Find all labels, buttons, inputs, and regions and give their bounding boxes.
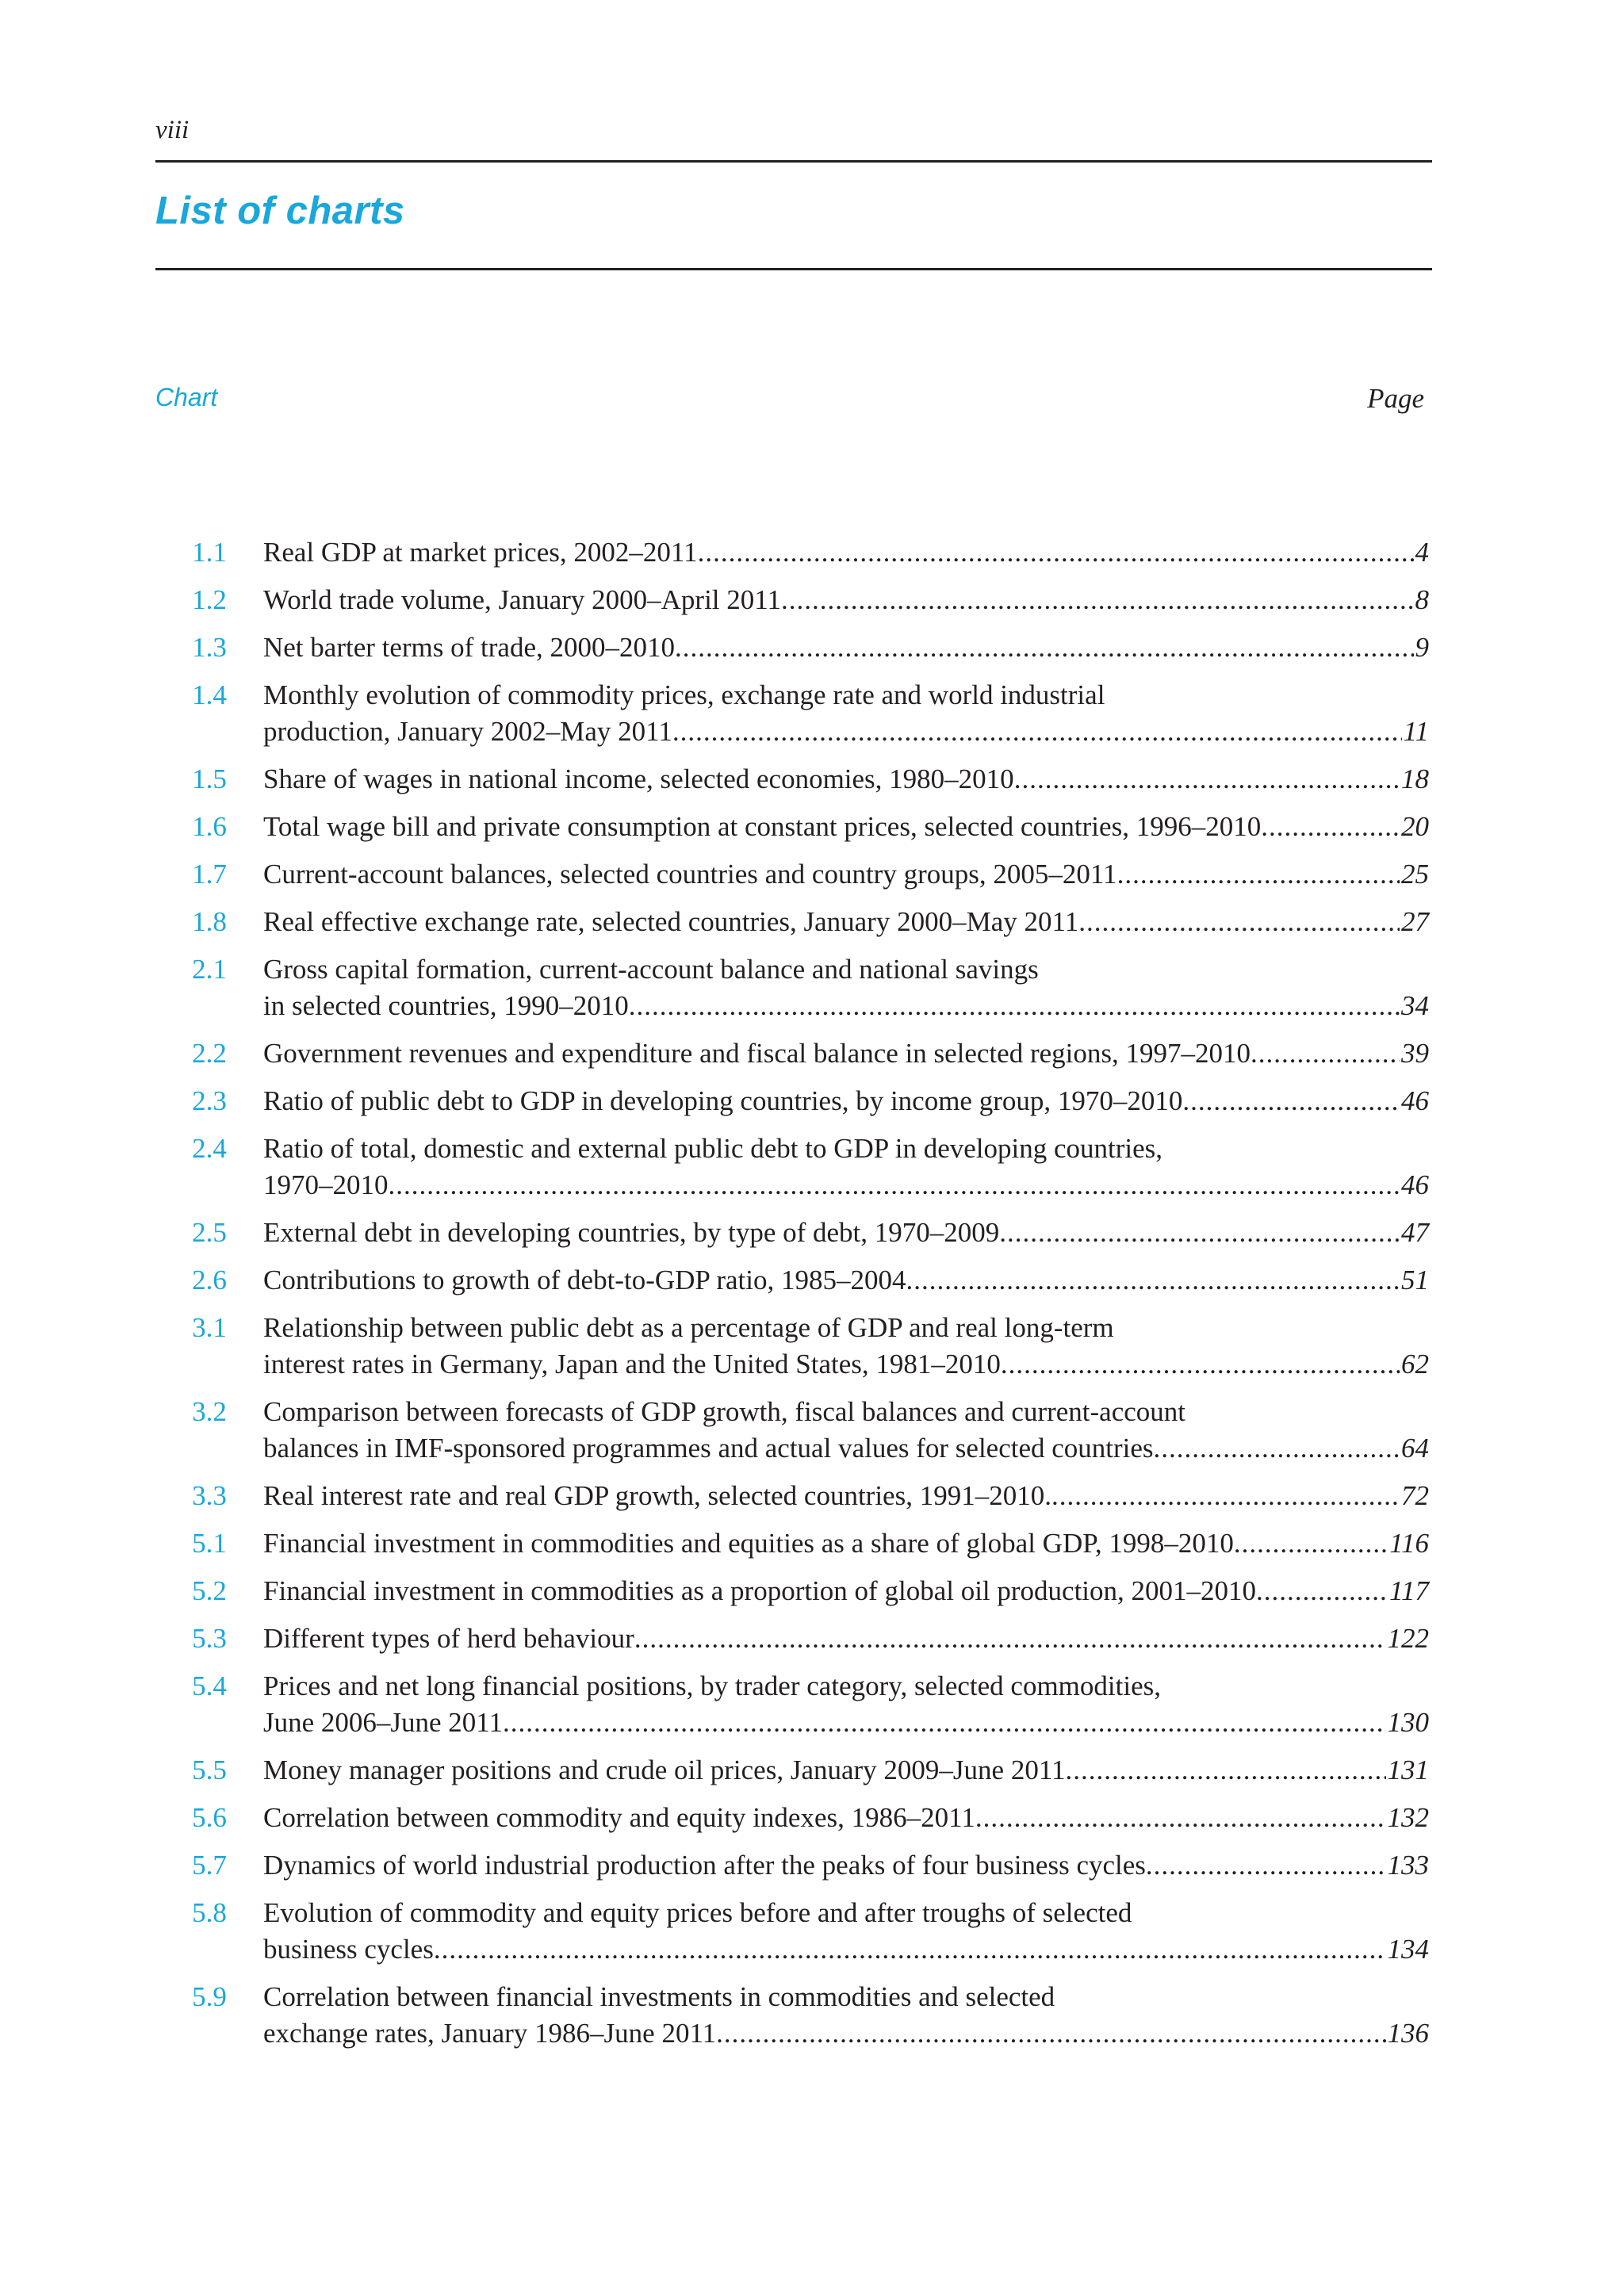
chart-title-line [263,582,1429,618]
chart-list-item[interactable] [155,1847,1429,1884]
chart-number: 1.7 [192,859,227,890]
chart-list-item[interactable] [155,629,1429,666]
page-reference[interactable]: 25 [1401,859,1429,890]
chart-list-item[interactable] [155,1621,1429,1657]
dot-leader [434,1931,1386,1968]
chart-title-text: External debt in developing countries, by type of debt, 1970–2009 [263,1217,1000,1248]
chart-title-text: Evolution of commodity and equity prices before and after troughs of selected [263,1897,1132,1928]
chart-list-item[interactable] [155,1310,1429,1383]
dot-leader [629,988,1400,1024]
dot-leader [999,1215,1400,1251]
chart-entry-text [263,761,1429,798]
chart-title-line [263,856,1429,893]
chart-entry-text [263,582,1429,618]
dot-leader [1051,1478,1400,1514]
chart-list-item[interactable] [155,1478,1429,1514]
chart-number: 3.1 [192,1312,227,1343]
chart-entry-text [263,1752,1429,1789]
chart-title-line [263,1310,1429,1346]
chart-title-line [263,1346,1429,1383]
page-reference[interactable]: 4 [1415,537,1429,568]
chart-title-line [263,1931,1429,1968]
chart-list-item[interactable] [155,1573,1429,1609]
dot-leader [698,534,1414,571]
dot-leader [1001,1346,1400,1383]
chart-title-text: 1970–2010 [263,1169,389,1200]
chart-list-item[interactable] [155,677,1429,750]
chart-list-item[interactable] [155,1215,1429,1251]
page-reference[interactable]: 9 [1415,632,1429,663]
chart-number: 5.2 [192,1575,227,1606]
chart-list-item[interactable] [155,1752,1429,1789]
chart-entry-text [263,1573,1429,1609]
chart-title-line [263,2015,1429,2052]
chart-number: 2.4 [192,1133,227,1164]
chart-title-line [263,951,1429,988]
chart-title-line [263,629,1429,666]
chart-title-text: Total wage bill and private consumption at constant prices, selected countries, 1996–2010 [263,811,1262,842]
chart-title-line [263,761,1429,798]
chart-list-item[interactable] [155,761,1429,798]
chart-number: 1.2 [192,584,227,615]
chart-number: 2.6 [192,1265,227,1295]
chart-entry-text [263,629,1429,666]
page-reference[interactable]: 62 [1401,1349,1429,1380]
chart-entry-text [263,1800,1429,1836]
chart-title-text: Government revenues and expenditure and fiscal balance in selected regions, 1997–2010 [263,1038,1251,1069]
dot-leader [1182,1083,1400,1119]
page-reference[interactable]: 130 [1387,1707,1429,1738]
chart-number: 5.5 [192,1755,227,1785]
page-reference[interactable]: 18 [1401,763,1429,794]
dot-leader [716,2015,1385,2052]
chart-title-text: business cycles [263,1934,434,1965]
chart-entry-text [263,1621,1429,1657]
page-reference[interactable]: 116 [1389,1528,1429,1559]
chart-title-text: Real interest rate and real GDP growth, selected countries, 1991–2010. [263,1480,1051,1511]
chart-list-item[interactable] [155,1800,1429,1836]
chart-title-text: Financial investment in commodities and equities as a share of global GDP, 1998–2010 [263,1528,1234,1559]
chart-list [155,534,1429,2063]
chart-title-text: Share of wages in national income, selected economies, 1980–2010 [263,763,1014,794]
chart-title-line [263,677,1429,714]
chart-number: 1.3 [192,632,227,663]
chart-title-line [263,809,1429,845]
chart-title-line [263,1895,1429,1931]
chart-list-item[interactable] [155,1131,1429,1203]
chart-title-text: Contributions to growth of debt-to-GDP ratio, 1985–2004 [263,1265,906,1295]
chart-title-text: Monthly evolution of commodity prices, exchange rate and world industrial [263,679,1105,710]
chart-title-line [263,1478,1429,1514]
page-reference[interactable]: 46 [1401,1169,1429,1200]
dot-leader [1251,1035,1400,1072]
chart-number: 5.3 [192,1623,227,1654]
page-reference[interactable]: 72 [1401,1480,1429,1511]
chart-entry-text [263,1394,1429,1467]
chart-title-line [263,1979,1429,2015]
chart-title-line [263,1668,1429,1705]
chart-entry-text [263,1262,1429,1299]
chart-entry-text [263,951,1429,1024]
chart-number: 5.9 [192,1981,227,2012]
chart-title-text: World trade volume, January 2000–April 2011 [263,584,781,615]
chart-number: 3.2 [192,1396,227,1427]
dot-leader [389,1167,1400,1203]
chart-list-item[interactable] [155,856,1429,893]
chart-entry-text [263,1083,1429,1119]
chart-entry-text [263,1668,1429,1741]
chart-list-item[interactable] [155,1262,1429,1299]
chart-entry-text [263,1525,1429,1562]
dot-leader [906,1262,1400,1299]
page-reference[interactable]: 132 [1387,1802,1429,1833]
chart-number: 1.6 [192,811,227,842]
chart-title-line [263,1430,1429,1467]
chart-number: 2.5 [192,1217,227,1248]
page-reference[interactable]: 27 [1401,906,1429,937]
chart-title-text: Ratio of total, domestic and external public debt to GDP in developing countries, [263,1133,1163,1164]
page-reference[interactable]: 47 [1401,1217,1429,1248]
page-reference[interactable]: 20 [1401,811,1429,842]
dot-leader [503,1705,1385,1741]
chart-title-line [263,1035,1429,1072]
chart-column-heading: Chart [155,383,218,411]
chart-title-text: Dynamics of world industrial production after the peaks of four business cycles [263,1850,1146,1881]
chart-title-line [263,1131,1429,1167]
chart-title-text: Correlation between commodity and equity indexes, 1986–2011 [263,1802,975,1833]
page-title: List of charts [155,189,405,232]
chart-number: 1.4 [192,679,227,710]
page-reference[interactable]: 11 [1403,716,1429,747]
chart-title-line [263,714,1429,750]
chart-entry-text [263,856,1429,893]
chart-number: 1.8 [192,906,227,937]
page-reference[interactable]: 131 [1387,1755,1429,1785]
chart-entry-text [263,1895,1429,1968]
chart-list-item[interactable] [155,1394,1429,1467]
page-reference[interactable]: 51 [1401,1265,1429,1295]
chart-title-line [263,1525,1429,1562]
chart-title-line [263,1800,1429,1836]
chart-title-line [263,1752,1429,1789]
chart-number: 2.3 [192,1085,227,1116]
page-reference[interactable]: 8 [1415,584,1429,615]
chart-number: 3.3 [192,1480,227,1511]
chart-entry-text [263,1310,1429,1383]
chart-title-line [263,1573,1429,1609]
chart-number: 2.2 [192,1038,227,1069]
chart-title-text: balances in IMF-sponsored programmes and actual values for selected countries [263,1433,1154,1464]
chart-entry-text [263,1035,1429,1072]
chart-title-text: Financial investment in commodities as a proportion of global oil production, 2001–2010 [263,1575,1257,1606]
dot-leader [1117,856,1400,893]
chart-number: 2.1 [192,954,227,985]
chart-title-text: exchange rates, January 1986–June 2011 [263,2018,717,2049]
page-reference[interactable]: 64 [1401,1433,1429,1464]
dot-leader [672,714,1402,750]
chart-entry-text [263,1979,1429,2052]
chart-title-line [263,534,1429,571]
page-number: viii [155,116,190,144]
page-reference[interactable]: 122 [1387,1623,1429,1654]
chart-title-line [263,1705,1429,1741]
chart-list-item[interactable] [155,951,1429,1024]
chart-title-text: Ratio of public debt to GDP in developing countries, by income group, 1970–2010 [263,1085,1183,1116]
page-reference[interactable]: 136 [1387,2018,1429,2049]
header-rule-bottom [155,268,1432,270]
page-column-heading: Page [1367,383,1424,414]
chart-list-item[interactable] [155,904,1429,940]
chart-title-text: Different types of herd behaviour [263,1623,634,1654]
chart-title-text: interest rates in Germany, Japan and the United States, 1981–2010 [263,1349,1001,1380]
chart-entry-text [263,1478,1429,1514]
chart-title-text: June 2006–June 2011 [263,1707,504,1738]
chart-title-text: Correlation between financial investments in commodities and selected [263,1981,1055,2012]
chart-title-text: Real effective exchange rate, selected countries, January 2000–May 2011 [263,906,1079,937]
chart-number: 5.4 [192,1670,227,1701]
dot-leader [1154,1430,1400,1467]
chart-title-text: Prices and net long financial positions, by trader category, selected commodities, [263,1670,1161,1701]
chart-title-text: Real GDP at market prices, 2002–2011 [263,537,698,568]
chart-entry-text [263,1131,1429,1203]
chart-title-text: Money manager positions and crude oil prices, January 2009–June 2011 [263,1755,1066,1785]
chart-list-item[interactable] [155,1668,1429,1741]
chart-title-text: Current-account balances, selected countries and country groups, 2005–2011 [263,859,1117,890]
chart-title-line [263,904,1429,940]
dot-leader [1078,904,1400,940]
chart-title-line [263,988,1429,1024]
page-reference[interactable]: 117 [1389,1575,1429,1606]
chart-title-line [263,1394,1429,1430]
dot-leader [1146,1847,1386,1884]
header-rule-top [155,160,1432,163]
chart-entry-text [263,534,1429,571]
chart-list-item[interactable] [155,534,1429,571]
chart-number: 5.7 [192,1850,227,1881]
dot-leader [1014,761,1400,798]
dot-leader [1256,1573,1388,1609]
chart-title-line [263,1167,1429,1203]
page-reference[interactable]: 46 [1401,1085,1429,1116]
dot-leader [975,1800,1386,1836]
chart-title-line [263,1083,1429,1119]
chart-list-item[interactable] [155,1035,1429,1072]
dot-leader [1066,1752,1386,1789]
chart-list-item[interactable] [155,1083,1429,1119]
dot-leader [1261,809,1400,845]
chart-title-text: Gross capital formation, current-account balance and national savings [263,954,1039,985]
chart-title-line [263,1215,1429,1251]
chart-title-text: production, January 2002–May 2011 [263,716,672,747]
chart-title-line [263,1262,1429,1299]
chart-number: 1.5 [192,763,227,794]
chart-list-item[interactable] [155,1525,1429,1562]
dot-leader [1234,1525,1388,1562]
chart-number: 5.8 [192,1897,227,1928]
chart-list-item[interactable] [155,1979,1429,2052]
chart-title-text: Relationship between public debt as a percentage of GDP and real long-term [263,1312,1114,1343]
page-reference[interactable]: 39 [1401,1038,1429,1069]
dot-leader [781,582,1414,618]
page-reference[interactable]: 133 [1387,1850,1429,1881]
chart-number: 5.6 [192,1802,227,1833]
page-reference[interactable]: 34 [1401,990,1429,1021]
chart-number: 1.1 [192,537,227,568]
chart-entry-text [263,904,1429,940]
chart-title-line [263,1847,1429,1884]
chart-title-line [263,1621,1429,1657]
chart-list-item[interactable] [155,1895,1429,1968]
chart-list-item[interactable] [155,582,1429,618]
chart-title-text: in selected countries, 1990–2010 [263,990,629,1021]
chart-entry-text [263,809,1429,845]
dot-leader [675,629,1413,666]
chart-title-text: Net barter terms of trade, 2000–2010 [263,632,676,663]
chart-number: 5.1 [192,1528,227,1559]
chart-title-text: Comparison between forecasts of GDP growth, fiscal balances and current-account [263,1396,1186,1427]
page-reference[interactable]: 134 [1387,1934,1429,1965]
dot-leader [634,1621,1386,1657]
chart-entry-text [263,1847,1429,1884]
chart-entry-text [263,1215,1429,1251]
chart-entry-text [263,677,1429,750]
chart-list-item[interactable] [155,809,1429,845]
